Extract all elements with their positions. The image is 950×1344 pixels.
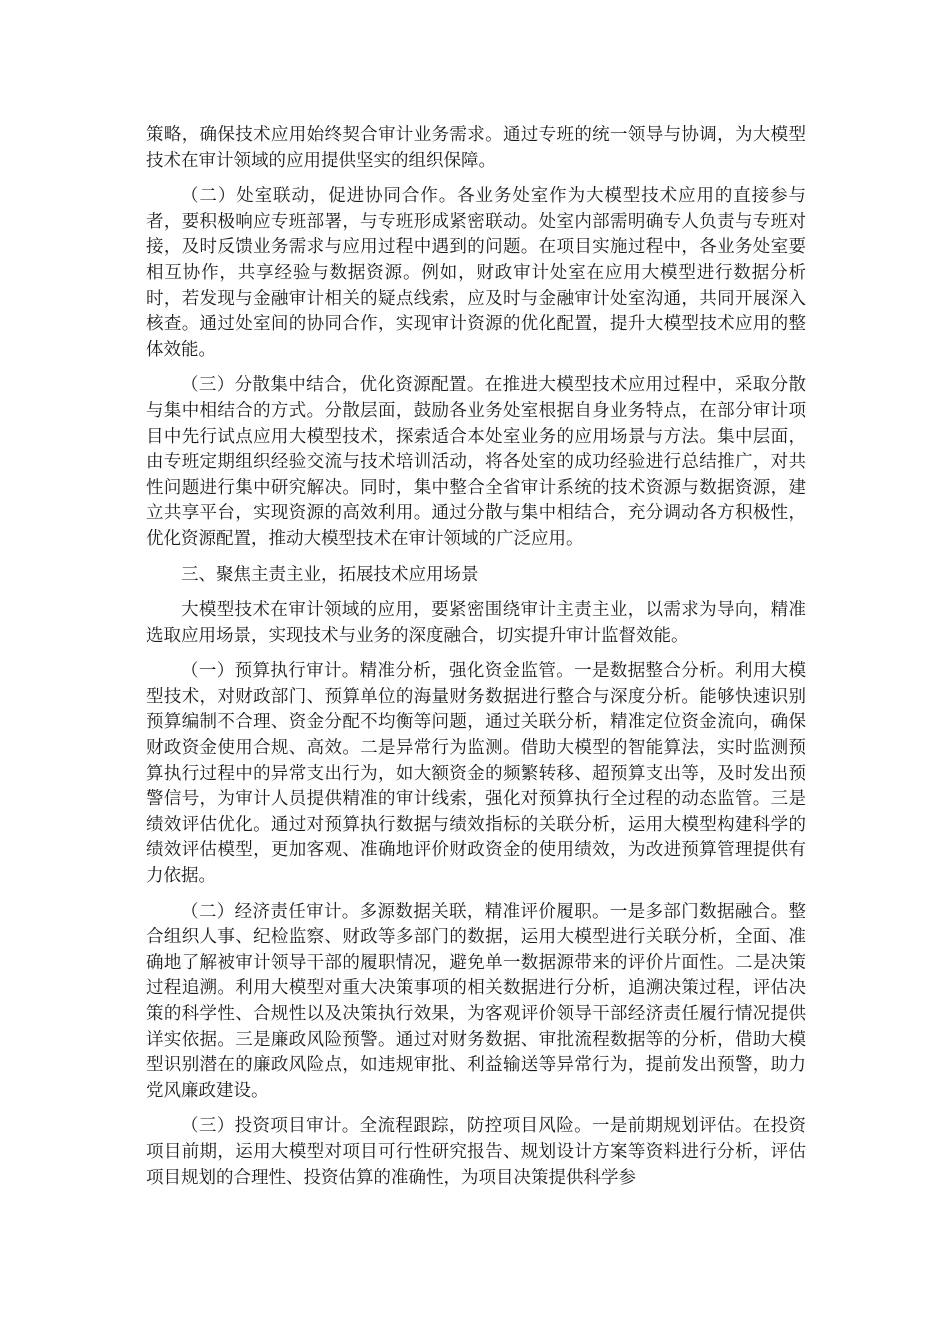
- document-page: [146, 123, 806, 1201]
- section-heading: 三、聚焦主责主业，拓展技术应用场景: [181, 564, 479, 585]
- paragraph-section-intro: 大模型技术在审计领域的应用，要紧密围绕审计主责主业，以需求为导向，精准选取应用场景，实现技术与业务的深度融合，切实提升审计监督效能。: [146, 600, 806, 646]
- paragraph-economic-responsibility-audit: （二）经济责任审计。多源数据关联，精准评价履职。一是多部门数据融合。整合组织人事、纪检监察、财政等多部门的数据，运用大模型进行关联分析，全面、准确地了解被审计领导干部的履职情况，避免单一数据源带来的评价片面性。二是决策过程追溯。利用大模型对重大决策事项的相关数据进行分析，追溯决策过程，评估决策的科学性、合规性以及决策执行效果，为客观评价领导干部经济责任履行情况提供详实依据。三是廉政风险预警。通过对财务数据、审批流程数据等的分析，借助大模型识别潜在的廉政风险点，如违规审批、利益输送等异常行为，提前发出预警，助力党风廉政建设。: [146, 901, 806, 1101]
- paragraph-department-linkage: （二）处室联动，促进协同合作。各业务处室作为大模型技术应用的直接参与者，要积极响应专班部署，与专班形成紧密联动。处室内部需明确专人负责与专班对接，及时反馈业务需求与应用过程中遇到的问题。在项目实施过程中，各业务处室要相互协作，共享经验与数据资源。例如，财政审计处室在应用大模型进行数据分析时，若发现与金融审计相关的疑点线索，应及时与金融审计处室沟通，共同开展深入核查。通过处室间的协同合作，实现审计资源的优化配置，提升大模型技术应用的整体效能。: [146, 186, 806, 360]
- paragraph-investment-project-audit: （三）投资项目审计。全流程跟踪，防控项目风险。一是前期规划评估。在投资项目前期，运用大模型对项目可行性研究报告、规划设计方案等资料进行分析，评估项目规划的合理性、投资估算的准确性，为项目决策提供科学参: [146, 1116, 806, 1188]
- paragraph-continuation: 策略，确保技术应用始终契合审计业务需求。通过专班的统一领导与协调，为大模型技术在审计领域的应用提供坚实的组织保障。: [146, 125, 806, 171]
- paragraph-resource-allocation: （三）分散集中结合，优化资源配置。在推进大模型技术应用过程中，采取分散与集中相结合的方式。分散层面，鼓励各业务处室根据自身业务特点，在部分审计项目中先行试点应用大模型技术，探索适合本处室业务的应用场景与方法。集中层面，由专班定期组织经验交流与技术培训活动，将各处室的成功经验进行总结推广，对共性问题进行集中研究解决。同时，集中整合全省审计系统的技术资源与数据资源，建立共享平台，实现资源的高效利用。通过分散与集中相结合，充分调动各方积极性，优化资源配置，推动大模型技术在审计领域的广泛应用。: [146, 375, 806, 549]
- paragraph-budget-audit: （一）预算执行审计。精准分析，强化资金监管。一是数据整合分析。利用大模型技术，对财政部门、预算单位的海量财务数据进行整合与深度分析。能够快速识别预算编制不合理、资金分配不均衡等问题，通过关联分析，精准定位资金流向，确保财政资金使用合规、高效。二是异常行为监测。借助大模型的智能算法，实时监测预算执行过程中的异常支出行为，如大额资金的频繁转移、超预算支出等，及时发出预警信号，为审计人员提供精准的审计线索，强化对预算执行全过程的动态监管。三是绩效评估优化。通过对预算执行数据与绩效指标的关联分析，运用大模型构建科学的绩效评估模型，更加客观、准确地评价财政资金的使用绩效，为改进预算管理提供有力依据。: [146, 661, 806, 887]
